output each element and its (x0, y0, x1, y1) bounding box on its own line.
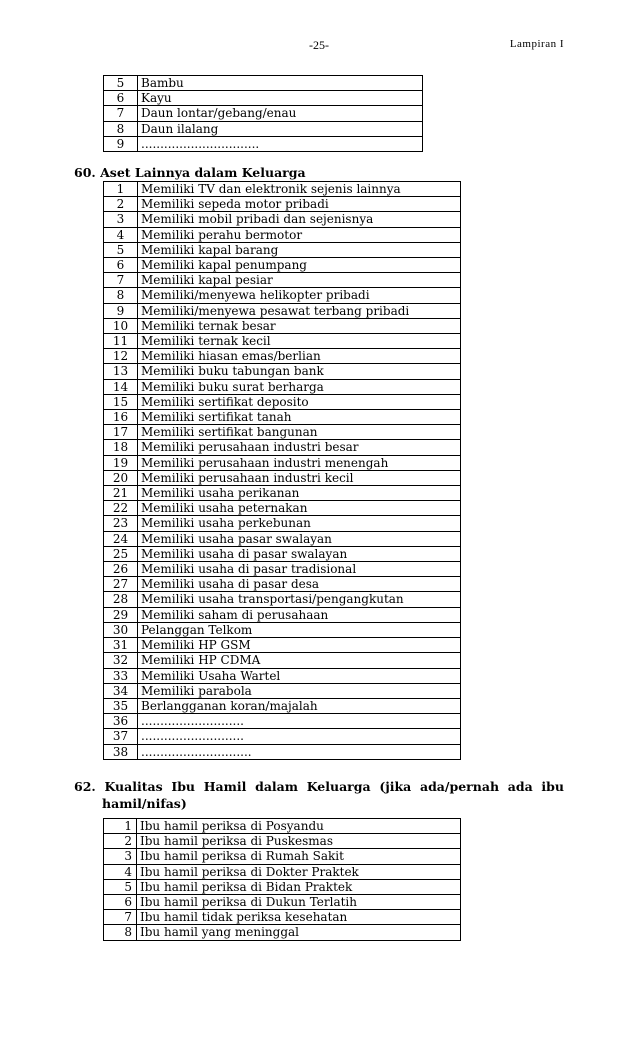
row-label: ........................... (138, 714, 461, 729)
row-number: 31 (104, 638, 138, 653)
row-label: Ibu hamil periksa di Dokter Praktek (137, 864, 461, 879)
table-row (104, 622, 461, 637)
section-62-heading (74, 778, 564, 812)
row-label: Memiliki usaha di pasar tradisional (138, 562, 461, 577)
table-row (104, 334, 461, 349)
row-label: Daun lontar/gebang/enau (138, 106, 423, 121)
table-row (104, 273, 461, 288)
row-label: Daun ilalang (138, 121, 423, 136)
row-label: Memiliki sertifikat bangunan (138, 425, 461, 440)
row-number: 24 (104, 531, 138, 546)
table-row (104, 440, 461, 455)
section-60-heading: 60. Aset Lainnya dalam Keluarga (74, 165, 306, 180)
table-row (104, 182, 461, 197)
table-row (104, 318, 461, 333)
row-number: 7 (104, 273, 138, 288)
table-row (104, 425, 461, 440)
table-row (104, 288, 461, 303)
row-number: 34 (104, 683, 138, 698)
row-label: Ibu hamil periksa di Dukun Terlatih (137, 895, 461, 910)
page-number: -25- (309, 38, 329, 52)
heading-word: ada/pernah (419, 779, 500, 794)
row-label: Ibu hamil periksa di Bidan Praktek (137, 879, 461, 894)
row-number: 4 (104, 864, 137, 879)
row-number: 23 (104, 516, 138, 531)
row-number: 16 (104, 410, 138, 425)
row-label: Memiliki kapal penumpang (138, 258, 461, 273)
table-row (104, 895, 461, 910)
section-62-heading-line1 (74, 778, 564, 795)
row-number: 4 (104, 227, 138, 242)
row-number: 29 (104, 607, 138, 622)
row-label: Memiliki usaha perkebunan (138, 516, 461, 531)
table-row (104, 258, 461, 273)
row-number: 38 (104, 744, 138, 759)
heading-word: Kualitas (104, 779, 163, 794)
row-label: Memiliki usaha pasar swalayan (138, 531, 461, 546)
table-row (104, 349, 461, 364)
row-label: Memiliki kapal pesiar (138, 273, 461, 288)
table-row (104, 76, 423, 91)
table-row (104, 698, 461, 713)
table-row (104, 607, 461, 622)
table-row (104, 668, 461, 683)
table-row (104, 516, 461, 531)
table-row (104, 455, 461, 470)
heading-word: ibu (541, 779, 564, 794)
row-label: Memiliki perusahaan industri besar (138, 440, 461, 455)
table-row (104, 212, 461, 227)
row-label: Memiliki sertifikat deposito (138, 394, 461, 409)
row-label: Memiliki ternak besar (138, 318, 461, 333)
table-row (104, 379, 461, 394)
row-number: 19 (104, 455, 138, 470)
row-number: 36 (104, 714, 138, 729)
table-row (104, 653, 461, 668)
row-label: Memiliki perahu bermotor (138, 227, 461, 242)
table-row (104, 303, 461, 318)
table-row (104, 486, 461, 501)
heading-word: Ibu (171, 779, 196, 794)
row-number: 9 (104, 136, 138, 151)
row-number: 3 (104, 849, 137, 864)
row-number: 22 (104, 501, 138, 516)
row-number: 5 (104, 242, 138, 257)
row-label: Memiliki buku surat berharga (138, 379, 461, 394)
row-label: Pelanggan Telkom (138, 622, 461, 637)
row-number: 5 (104, 76, 138, 91)
row-label: Memiliki buku tabungan bank (138, 364, 461, 379)
row-label: Memiliki usaha di pasar swalayan (138, 546, 461, 561)
row-label: Memiliki/menyewa pesawat terbang pribadi (138, 303, 461, 318)
row-label: Memiliki usaha peternakan (138, 501, 461, 516)
row-number: 6 (104, 91, 138, 106)
table-row (104, 227, 461, 242)
heading-word: (jika (379, 779, 412, 794)
table-row (104, 197, 461, 212)
row-label: Memiliki sepeda motor pribadi (138, 197, 461, 212)
appendix-label: Lampiran I (509, 38, 564, 50)
row-number: 28 (104, 592, 138, 607)
row-number: 27 (104, 577, 138, 592)
row-number: 14 (104, 379, 138, 394)
row-number: 2 (104, 834, 137, 849)
table-row (104, 470, 461, 485)
row-number: 37 (104, 729, 138, 744)
row-label: Kayu (138, 91, 423, 106)
row-label: Memiliki saham di perusahaan (138, 607, 461, 622)
table-row (104, 501, 461, 516)
table-row (104, 394, 461, 409)
row-label: ............................. (138, 744, 461, 759)
table-row (104, 242, 461, 257)
table-roof-material (103, 75, 423, 152)
row-number: 25 (104, 546, 138, 561)
row-number: 3 (104, 212, 138, 227)
row-label: Ibu hamil periksa di Puskesmas (137, 834, 461, 849)
row-number: 20 (104, 470, 138, 485)
table-row (104, 546, 461, 561)
row-number: 33 (104, 668, 138, 683)
heading-word: dalam (255, 779, 298, 794)
row-label: ............................... (138, 136, 423, 151)
row-label: ........................... (138, 729, 461, 744)
row-label: Memiliki Usaha Wartel (138, 668, 461, 683)
row-number: 1 (104, 819, 137, 834)
row-number: 8 (104, 121, 138, 136)
table-row (104, 879, 461, 894)
table-row (104, 531, 461, 546)
row-label: Bambu (138, 76, 423, 91)
row-number: 15 (104, 394, 138, 409)
row-number: 9 (104, 303, 138, 318)
section-number: 62. (74, 779, 96, 794)
row-label: Memiliki HP GSM (138, 638, 461, 653)
table-row (104, 729, 461, 744)
table-row (104, 683, 461, 698)
heading-word: Keluarga (306, 779, 371, 794)
row-label: Ibu hamil tidak periksa kesehatan (137, 910, 461, 925)
row-number: 18 (104, 440, 138, 455)
row-number: 21 (104, 486, 138, 501)
row-label: Ibu hamil yang meninggal (137, 925, 461, 940)
row-label: Memiliki usaha perikanan (138, 486, 461, 501)
row-label: Memiliki kapal barang (138, 242, 461, 257)
row-number: 17 (104, 425, 138, 440)
table-row (104, 849, 461, 864)
table-row (104, 106, 423, 121)
row-number: 30 (104, 622, 138, 637)
row-label: Berlangganan koran/majalah (138, 698, 461, 713)
table-pregnancy-quality (103, 818, 461, 941)
row-number: 11 (104, 334, 138, 349)
row-number: 26 (104, 562, 138, 577)
table-row (104, 714, 461, 729)
table-row (104, 136, 423, 151)
table-row (104, 562, 461, 577)
row-number: 12 (104, 349, 138, 364)
row-label: Memiliki HP CDMA (138, 653, 461, 668)
row-number: 8 (104, 925, 137, 940)
row-label: Memiliki mobil pribadi dan sejenisnya (138, 212, 461, 227)
row-number: 5 (104, 879, 137, 894)
heading-word: Hamil (203, 779, 247, 794)
table-row (104, 91, 423, 106)
table-row (104, 592, 461, 607)
row-number: 6 (104, 895, 137, 910)
row-label: Memiliki perusahaan industri menengah (138, 455, 461, 470)
table-row (104, 910, 461, 925)
row-number: 13 (104, 364, 138, 379)
row-label: Memiliki perusahaan industri kecil (138, 470, 461, 485)
row-number: 32 (104, 653, 138, 668)
table-row (104, 834, 461, 849)
section-62-heading-line2: hamil/nifas) (102, 796, 187, 811)
row-label: Memiliki hiasan emas/berlian (138, 349, 461, 364)
row-number: 8 (104, 288, 138, 303)
table-row (104, 744, 461, 759)
row-label: Memiliki/menyewa helikopter pribadi (138, 288, 461, 303)
table-row (104, 364, 461, 379)
row-label: Memiliki usaha di pasar desa (138, 577, 461, 592)
table-row (104, 925, 461, 940)
row-label: Memiliki sertifikat tanah (138, 410, 461, 425)
row-number: 1 (104, 182, 138, 197)
row-number: 10 (104, 318, 138, 333)
row-number: 35 (104, 698, 138, 713)
table-row (104, 638, 461, 653)
row-number: 6 (104, 258, 138, 273)
row-label: Memiliki usaha transportasi/pengangkutan (138, 592, 461, 607)
row-number: 2 (104, 197, 138, 212)
row-label: Memiliki ternak kecil (138, 334, 461, 349)
row-label: Memiliki parabola (138, 683, 461, 698)
heading-word: ada (507, 779, 533, 794)
table-row (104, 819, 461, 834)
row-number: 7 (104, 910, 137, 925)
row-label: Ibu hamil periksa di Posyandu (137, 819, 461, 834)
row-label: Ibu hamil periksa di Rumah Sakit (137, 849, 461, 864)
table-row (104, 577, 461, 592)
table-row (104, 410, 461, 425)
row-label: Memiliki TV dan elektronik sejenis lainnya (138, 182, 461, 197)
row-number: 7 (104, 106, 138, 121)
table-row (104, 864, 461, 879)
table-other-assets (103, 181, 461, 760)
table-row (104, 121, 423, 136)
